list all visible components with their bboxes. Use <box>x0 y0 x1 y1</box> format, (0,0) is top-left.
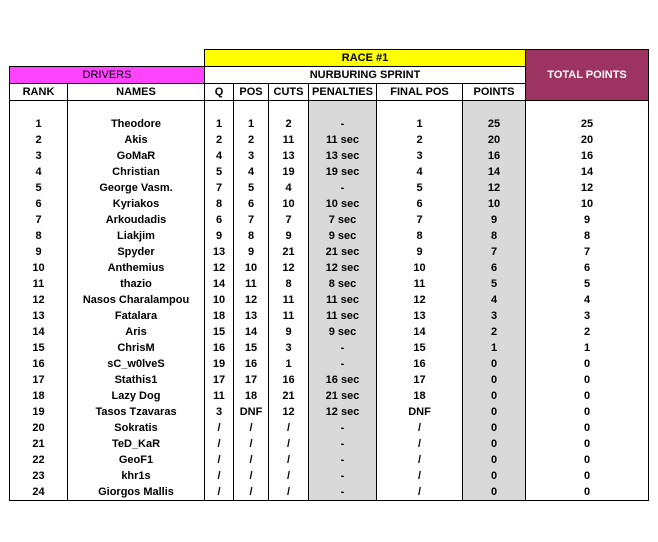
position-cell: 13 <box>234 308 269 324</box>
cuts-cell: 11 <box>269 292 309 308</box>
table-row <box>10 420 649 436</box>
driver-name-cell: Lazy Dog <box>68 388 205 404</box>
penalties-cell: - <box>309 484 377 501</box>
driver-name-cell: ChrisM <box>68 340 205 356</box>
rank-cell: 19 <box>10 404 68 420</box>
final-pos-cell: 8 <box>377 228 463 244</box>
driver-name-cell: GeoF1 <box>68 452 205 468</box>
penalties-cell: 12 sec <box>309 260 377 276</box>
penalties-cell: 7 sec <box>309 212 377 228</box>
qualifying-cell: / <box>205 484 234 501</box>
blank-header-cell <box>10 50 205 67</box>
position-cell: 3 <box>234 148 269 164</box>
cuts-cell: / <box>269 484 309 501</box>
position-cell: 15 <box>234 340 269 356</box>
spacer-cell <box>68 101 205 117</box>
points-cell: 6 <box>463 260 526 276</box>
driver-name-cell: GoMaR <box>68 148 205 164</box>
final-pos-cell: 1 <box>377 116 463 132</box>
points-cell: 16 <box>463 148 526 164</box>
spacer-cell <box>10 101 68 117</box>
penalties-cell: 12 sec <box>309 404 377 420</box>
points-cell: 0 <box>463 484 526 501</box>
table-row <box>10 228 649 244</box>
driver-name-cell: Spyder <box>68 244 205 260</box>
table-row <box>10 452 649 468</box>
total-points-cell: 0 <box>526 356 649 372</box>
penalties-cell: - <box>309 436 377 452</box>
driver-name-cell: George Vasm. <box>68 180 205 196</box>
total-points-cell: 2 <box>526 324 649 340</box>
pos-column-header: POS <box>234 84 269 101</box>
spacer-cell <box>463 101 526 117</box>
qualifying-cell: 17 <box>205 372 234 388</box>
position-cell: 16 <box>234 356 269 372</box>
rank-cell: 9 <box>10 244 68 260</box>
rank-cell: 20 <box>10 420 68 436</box>
driver-name-cell: thazio <box>68 276 205 292</box>
final-pos-cell: / <box>377 420 463 436</box>
cuts-cell: 9 <box>269 228 309 244</box>
table-row <box>10 324 649 340</box>
final-pos-cell: 16 <box>377 356 463 372</box>
table-row <box>10 180 649 196</box>
final-pos-cell: 7 <box>377 212 463 228</box>
cuts-cell: 12 <box>269 260 309 276</box>
penalties-cell: 8 sec <box>309 276 377 292</box>
cuts-cell: 19 <box>269 164 309 180</box>
position-cell: 9 <box>234 244 269 260</box>
total-points-header: TOTAL POINTS <box>526 50 649 101</box>
total-points-cell: 0 <box>526 404 649 420</box>
position-cell: / <box>234 468 269 484</box>
table-row <box>10 372 649 388</box>
table-row <box>10 148 649 164</box>
points-cell: 0 <box>463 372 526 388</box>
driver-name-cell: Tasos Tzavaras <box>68 404 205 420</box>
table-row <box>10 164 649 180</box>
rank-column-header: RANK <box>10 84 68 101</box>
qualifying-cell: / <box>205 452 234 468</box>
total-points-cell: 14 <box>526 164 649 180</box>
final-pos-cell: DNF <box>377 404 463 420</box>
position-cell: 4 <box>234 164 269 180</box>
position-cell: 12 <box>234 292 269 308</box>
driver-name-cell: Theodore <box>68 116 205 132</box>
total-points-cell: 9 <box>526 212 649 228</box>
driver-name-cell: Christian <box>68 164 205 180</box>
penalties-cell: 16 sec <box>309 372 377 388</box>
penalties-cell: 21 sec <box>309 388 377 404</box>
position-cell: 17 <box>234 372 269 388</box>
position-cell: 10 <box>234 260 269 276</box>
position-cell: 18 <box>234 388 269 404</box>
driver-name-cell: Aris <box>68 324 205 340</box>
rank-cell: 6 <box>10 196 68 212</box>
track-name: NURBURING SPRINT <box>205 67 526 84</box>
qualifying-cell: 14 <box>205 276 234 292</box>
driver-name-cell: Arkoudadis <box>68 212 205 228</box>
table-row <box>10 260 649 276</box>
points-cell: 5 <box>463 276 526 292</box>
table-row <box>10 484 649 501</box>
spacer-cell <box>309 101 377 117</box>
qualifying-cell: 16 <box>205 340 234 356</box>
cuts-cell: 11 <box>269 132 309 148</box>
qualifying-cell: / <box>205 420 234 436</box>
position-cell: / <box>234 484 269 501</box>
driver-name-cell: TeD_KaR <box>68 436 205 452</box>
table-row <box>10 212 649 228</box>
table-row <box>10 404 649 420</box>
cuts-cell: 2 <box>269 116 309 132</box>
position-cell: 1 <box>234 116 269 132</box>
table-row <box>10 196 649 212</box>
points-cell: 0 <box>463 436 526 452</box>
qualifying-cell: 6 <box>205 212 234 228</box>
points-cell: 9 <box>463 212 526 228</box>
points-cell: 14 <box>463 164 526 180</box>
total-points-cell: 20 <box>526 132 649 148</box>
qualifying-cell: / <box>205 436 234 452</box>
total-points-cell: 0 <box>526 452 649 468</box>
spacer-cell <box>269 101 309 117</box>
position-cell: 14 <box>234 324 269 340</box>
table-row <box>10 468 649 484</box>
rank-cell: 10 <box>10 260 68 276</box>
total-points-cell: 0 <box>526 388 649 404</box>
standings-table <box>9 49 649 501</box>
rank-cell: 5 <box>10 180 68 196</box>
points-cell: 3 <box>463 308 526 324</box>
points-cell: 12 <box>463 180 526 196</box>
qualifying-cell: 11 <box>205 388 234 404</box>
rank-cell: 17 <box>10 372 68 388</box>
spacer-cell <box>234 101 269 117</box>
rank-cell: 14 <box>10 324 68 340</box>
spacer-cell <box>377 101 463 117</box>
penalties-cell: - <box>309 420 377 436</box>
points-cell: 1 <box>463 340 526 356</box>
points-cell: 20 <box>463 132 526 148</box>
position-cell: / <box>234 452 269 468</box>
spacer-cell <box>205 101 234 117</box>
cuts-cell: 9 <box>269 324 309 340</box>
rank-cell: 22 <box>10 452 68 468</box>
drivers-header: DRIVERS <box>10 67 205 84</box>
final-pos-cell: / <box>377 436 463 452</box>
total-points-cell: 16 <box>526 148 649 164</box>
final-pos-cell: 14 <box>377 324 463 340</box>
total-points-cell: 10 <box>526 196 649 212</box>
total-points-cell: 12 <box>526 180 649 196</box>
final-pos-cell: 4 <box>377 164 463 180</box>
qualifying-cell: 9 <box>205 228 234 244</box>
cuts-cell: 3 <box>269 340 309 356</box>
table-row <box>10 292 649 308</box>
position-cell: / <box>234 436 269 452</box>
points-cell: 0 <box>463 356 526 372</box>
table-row <box>10 132 649 148</box>
rank-cell: 21 <box>10 436 68 452</box>
cuts-cell: 7 <box>269 212 309 228</box>
rank-cell: 2 <box>10 132 68 148</box>
cuts-cell: 11 <box>269 308 309 324</box>
driver-name-cell: Nasos Charalampou <box>68 292 205 308</box>
final-pos-cell: 15 <box>377 340 463 356</box>
penalties-cell: - <box>309 116 377 132</box>
final-pos-cell: 6 <box>377 196 463 212</box>
driver-name-cell: Kyriakos <box>68 196 205 212</box>
rank-cell: 1 <box>10 116 68 132</box>
total-points-cell: 6 <box>526 260 649 276</box>
penalties-cell: 11 sec <box>309 132 377 148</box>
rank-cell: 11 <box>10 276 68 292</box>
total-points-cell: 0 <box>526 372 649 388</box>
final-pos-cell: 11 <box>377 276 463 292</box>
table-row <box>10 436 649 452</box>
driver-name-cell: sC_w0lveS <box>68 356 205 372</box>
qualifying-cell: 2 <box>205 132 234 148</box>
table-row <box>10 244 649 260</box>
final-pos-cell: 3 <box>377 148 463 164</box>
position-cell: 6 <box>234 196 269 212</box>
final-pos-column-header: FINAL POS <box>377 84 463 101</box>
penalties-cell: 10 sec <box>309 196 377 212</box>
points-cell: 7 <box>463 244 526 260</box>
points-cell: 2 <box>463 324 526 340</box>
qualifying-cell: 4 <box>205 148 234 164</box>
final-pos-cell: 17 <box>377 372 463 388</box>
final-pos-cell: / <box>377 468 463 484</box>
cuts-cell: / <box>269 468 309 484</box>
final-pos-cell: 9 <box>377 244 463 260</box>
final-pos-cell: 5 <box>377 180 463 196</box>
penalties-cell: - <box>309 180 377 196</box>
cuts-cell: 1 <box>269 356 309 372</box>
rank-cell: 24 <box>10 484 68 501</box>
penalties-cell: - <box>309 340 377 356</box>
total-points-cell: 0 <box>526 436 649 452</box>
table-row <box>10 340 649 356</box>
driver-name-cell: Stathis1 <box>68 372 205 388</box>
q-column-header: Q <box>205 84 234 101</box>
cuts-cell: / <box>269 436 309 452</box>
qualifying-cell: / <box>205 468 234 484</box>
driver-name-cell: Fatalara <box>68 308 205 324</box>
rank-cell: 15 <box>10 340 68 356</box>
total-points-cell: 0 <box>526 420 649 436</box>
qualifying-cell: 10 <box>205 292 234 308</box>
final-pos-cell: 18 <box>377 388 463 404</box>
rank-cell: 12 <box>10 292 68 308</box>
driver-name-cell: Akis <box>68 132 205 148</box>
driver-name-cell: Anthemius <box>68 260 205 276</box>
position-cell: / <box>234 420 269 436</box>
position-cell: DNF <box>234 404 269 420</box>
total-points-cell: 0 <box>526 468 649 484</box>
rank-cell: 3 <box>10 148 68 164</box>
table-row <box>10 308 649 324</box>
penalties-cell: 21 sec <box>309 244 377 260</box>
position-cell: 5 <box>234 180 269 196</box>
driver-name-cell: khr1s <box>68 468 205 484</box>
position-cell: 11 <box>234 276 269 292</box>
qualifying-cell: 12 <box>205 260 234 276</box>
penalties-cell: - <box>309 468 377 484</box>
points-cell: 25 <box>463 116 526 132</box>
points-cell: 0 <box>463 404 526 420</box>
total-points-cell: 5 <box>526 276 649 292</box>
cuts-column-header: CUTS <box>269 84 309 101</box>
points-cell: 0 <box>463 452 526 468</box>
table-row <box>10 388 649 404</box>
position-cell: 2 <box>234 132 269 148</box>
qualifying-cell: 1 <box>205 116 234 132</box>
rank-cell: 23 <box>10 468 68 484</box>
penalties-cell: - <box>309 356 377 372</box>
cuts-cell: 10 <box>269 196 309 212</box>
total-points-cell: 0 <box>526 484 649 501</box>
rank-cell: 8 <box>10 228 68 244</box>
race-title: RACE #1 <box>205 50 526 67</box>
table-row <box>10 116 649 132</box>
qualifying-cell: 18 <box>205 308 234 324</box>
qualifying-cell: 3 <box>205 404 234 420</box>
rank-cell: 16 <box>10 356 68 372</box>
penalties-cell: 9 sec <box>309 228 377 244</box>
rank-cell: 18 <box>10 388 68 404</box>
penalties-column-header: PENALTIES <box>309 84 377 101</box>
cuts-cell: 21 <box>269 244 309 260</box>
total-points-cell: 7 <box>526 244 649 260</box>
points-cell: 8 <box>463 228 526 244</box>
spacer-cell <box>526 101 649 117</box>
driver-name-cell: Liakjim <box>68 228 205 244</box>
final-pos-cell: 12 <box>377 292 463 308</box>
total-points-cell: 4 <box>526 292 649 308</box>
qualifying-cell: 13 <box>205 244 234 260</box>
points-column-header: POINTS <box>463 84 526 101</box>
points-cell: 0 <box>463 420 526 436</box>
cuts-cell: 21 <box>269 388 309 404</box>
penalties-cell: 13 sec <box>309 148 377 164</box>
final-pos-cell: 13 <box>377 308 463 324</box>
rank-cell: 4 <box>10 164 68 180</box>
points-cell: 0 <box>463 468 526 484</box>
cuts-cell: / <box>269 452 309 468</box>
table-row <box>10 356 649 372</box>
table-row <box>10 276 649 292</box>
penalties-cell: - <box>309 452 377 468</box>
qualifying-cell: 19 <box>205 356 234 372</box>
qualifying-cell: 5 <box>205 164 234 180</box>
driver-name-cell: Sokratis <box>68 420 205 436</box>
position-cell: 7 <box>234 212 269 228</box>
qualifying-cell: 7 <box>205 180 234 196</box>
names-column-header: NAMES <box>68 84 205 101</box>
cuts-cell: 4 <box>269 180 309 196</box>
cuts-cell: 13 <box>269 148 309 164</box>
penalties-cell: 11 sec <box>309 292 377 308</box>
points-cell: 10 <box>463 196 526 212</box>
final-pos-cell: 2 <box>377 132 463 148</box>
total-points-cell: 1 <box>526 340 649 356</box>
penalties-cell: 19 sec <box>309 164 377 180</box>
final-pos-cell: / <box>377 452 463 468</box>
qualifying-cell: 8 <box>205 196 234 212</box>
points-cell: 4 <box>463 292 526 308</box>
cuts-cell: 16 <box>269 372 309 388</box>
qualifying-cell: 15 <box>205 324 234 340</box>
points-cell: 0 <box>463 388 526 404</box>
position-cell: 8 <box>234 228 269 244</box>
rank-cell: 7 <box>10 212 68 228</box>
cuts-cell: / <box>269 420 309 436</box>
total-points-cell: 8 <box>526 228 649 244</box>
penalties-cell: 11 sec <box>309 308 377 324</box>
cuts-cell: 8 <box>269 276 309 292</box>
total-points-cell: 3 <box>526 308 649 324</box>
final-pos-cell: / <box>377 484 463 501</box>
final-pos-cell: 10 <box>377 260 463 276</box>
driver-name-cell: Giorgos Mallis <box>68 484 205 501</box>
penalties-cell: 9 sec <box>309 324 377 340</box>
total-points-cell: 25 <box>526 116 649 132</box>
rank-cell: 13 <box>10 308 68 324</box>
cuts-cell: 12 <box>269 404 309 420</box>
